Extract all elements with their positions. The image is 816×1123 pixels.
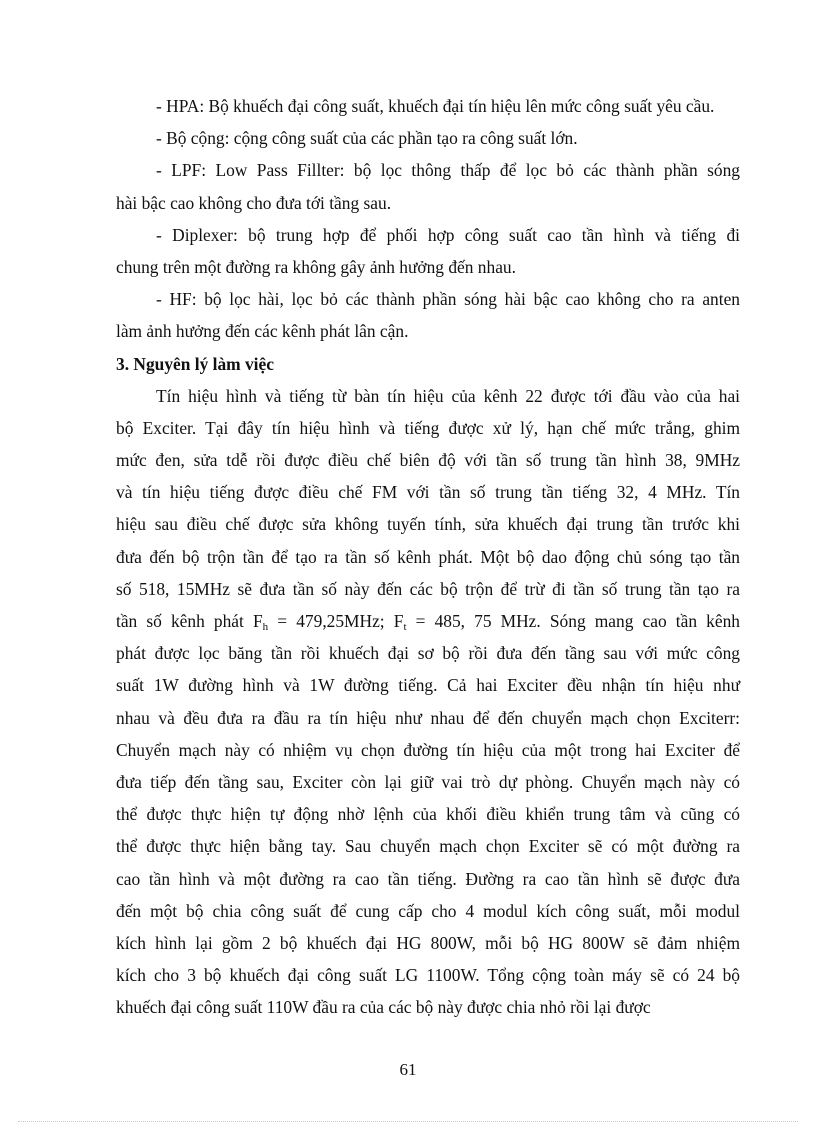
paragraph-hpa: - HPA: Bộ khuếch đại công suất, khuếch đại tín hiệu lên mức công suất yêu cầu. bbox=[156, 96, 715, 116]
body-line: kích cho 3 bộ khuếch đại công suất LG 1100W. Tổng cộng toàn máy sẽ có 24 bộ bbox=[116, 965, 740, 986]
paragraph-adder: - Bộ cộng: cộng công suất của các phần tạo ra công suất lớn. bbox=[156, 128, 578, 149]
text-body bbox=[116, 90, 740, 1023]
paragraph-hf-line-1: - HF: bộ lọc hài, lọc bỏ các thành phần sóng hài bậc cao không cho ra anten bbox=[156, 289, 740, 310]
body-line: hiệu sau điều chế được sửa không tuyến tính, sửa khuếch đại trung tần trước khi bbox=[116, 514, 740, 535]
body-line: nhau và đều đưa ra đầu ra tín hiệu như nhau để đến chuyển mạch chọn Exciterr: bbox=[116, 707, 740, 728]
body-line: số 518, 15MHz sẽ đưa tần số này đến các bộ trộn để trừ đi tần số trung tần tạo ra bbox=[116, 578, 740, 599]
body-line: suất 1W đường hình và 1W đường tiếng. Cả hai Exciter đều nhận tín hiệu như bbox=[116, 675, 740, 696]
body-line: thể được thực hiện tự động nhờ lệnh của khối điều khiển trung tâm và cũng có bbox=[116, 804, 740, 825]
body-line: phát được lọc băng tần rồi khuếch đại sơ bộ rồi đưa đến tầng sau với mức công bbox=[116, 643, 740, 664]
body-line: đưa đến bộ trộn tần để tạo ra tần số kênh phát. Một bộ dao động chủ sóng tạo tần bbox=[116, 546, 740, 567]
subscript-h: h bbox=[262, 621, 269, 633]
body-line: đến một bộ chia công suất để cung cấp cho 4 modul kích công suất, mỗi modul bbox=[116, 900, 740, 921]
body-text: tần số kênh phát F bbox=[116, 611, 263, 631]
body-text: = 479,25MHz; F bbox=[268, 611, 404, 631]
body-line: Chuyển mạch này có nhiệm vụ chọn đường tín hiệu của một trong hai Exciter để bbox=[116, 739, 740, 760]
paragraph-diplexer-line-2: chung trên một đường ra không gây ảnh hưởng đến nhau. bbox=[116, 256, 516, 277]
body-line: cao tần hình và một đường ra cao tần tiếng. Đường ra cao tần hình sẽ được đưa bbox=[116, 868, 740, 889]
subscript-t: t bbox=[403, 621, 407, 633]
body-line: đưa tiếp đến tầng sau, Exciter còn lại giữ vai trò dự phòng. Chuyển mạch này có bbox=[116, 771, 740, 792]
body-line: khuếch đại công suất 110W đầu ra của các bộ này được chia nhỏ rồi lại được bbox=[116, 997, 651, 1018]
paragraph-hf-line-2: làm ảnh hưởng đến các kênh phát lân cận. bbox=[116, 321, 409, 342]
body-line-frequencies bbox=[116, 605, 740, 637]
paragraph-lpf-line-1: - LPF: Low Pass Fillter: bộ lọc thông thấp để lọc bỏ các thành phần sóng bbox=[156, 160, 740, 181]
body-line: và tín hiệu tiếng được điều chế FM với tần số trung tần tiếng 32, 4 MHz. Tín bbox=[116, 482, 740, 503]
page-bottom-divider bbox=[18, 1121, 798, 1122]
section-heading: 3. Nguyên lý làm việc bbox=[116, 353, 274, 374]
body-line: mức đen, sửa tdễ rồi được điều chế biên độ với tần số trung tần hình 38, 9MHz bbox=[116, 450, 740, 471]
body-line: Tín hiệu hình và tiếng từ bàn tín hiệu của kênh 22 được tới đầu vào của hai bbox=[156, 385, 740, 406]
body-line: thể được thực hiện bằng tay. Sau chuyển mạch chọn Exciter sẽ có một đường ra bbox=[116, 836, 740, 857]
page-number: 61 bbox=[399, 1060, 417, 1079]
body-line: kích hình lại gồm 2 bộ khuếch đại HG 800W, mỗi bộ HG 800W sẽ đảm nhiệm bbox=[116, 932, 740, 953]
paragraph-lpf-line-2: hài bậc cao không cho đưa tới tầng sau. bbox=[116, 192, 392, 213]
body-line: bộ Exciter. Tại đây tín hiệu hình và tiếng được xử lý, hạn chế mức trắng, ghim bbox=[116, 417, 740, 438]
paragraph-diplexer-line-1: - Diplexer: bộ trung hợp để phối hợp công suất cao tần hình và tiếng đi bbox=[156, 224, 740, 245]
body-text: = 485, 75 MHz. Sóng mang cao tần kênh bbox=[406, 611, 740, 631]
